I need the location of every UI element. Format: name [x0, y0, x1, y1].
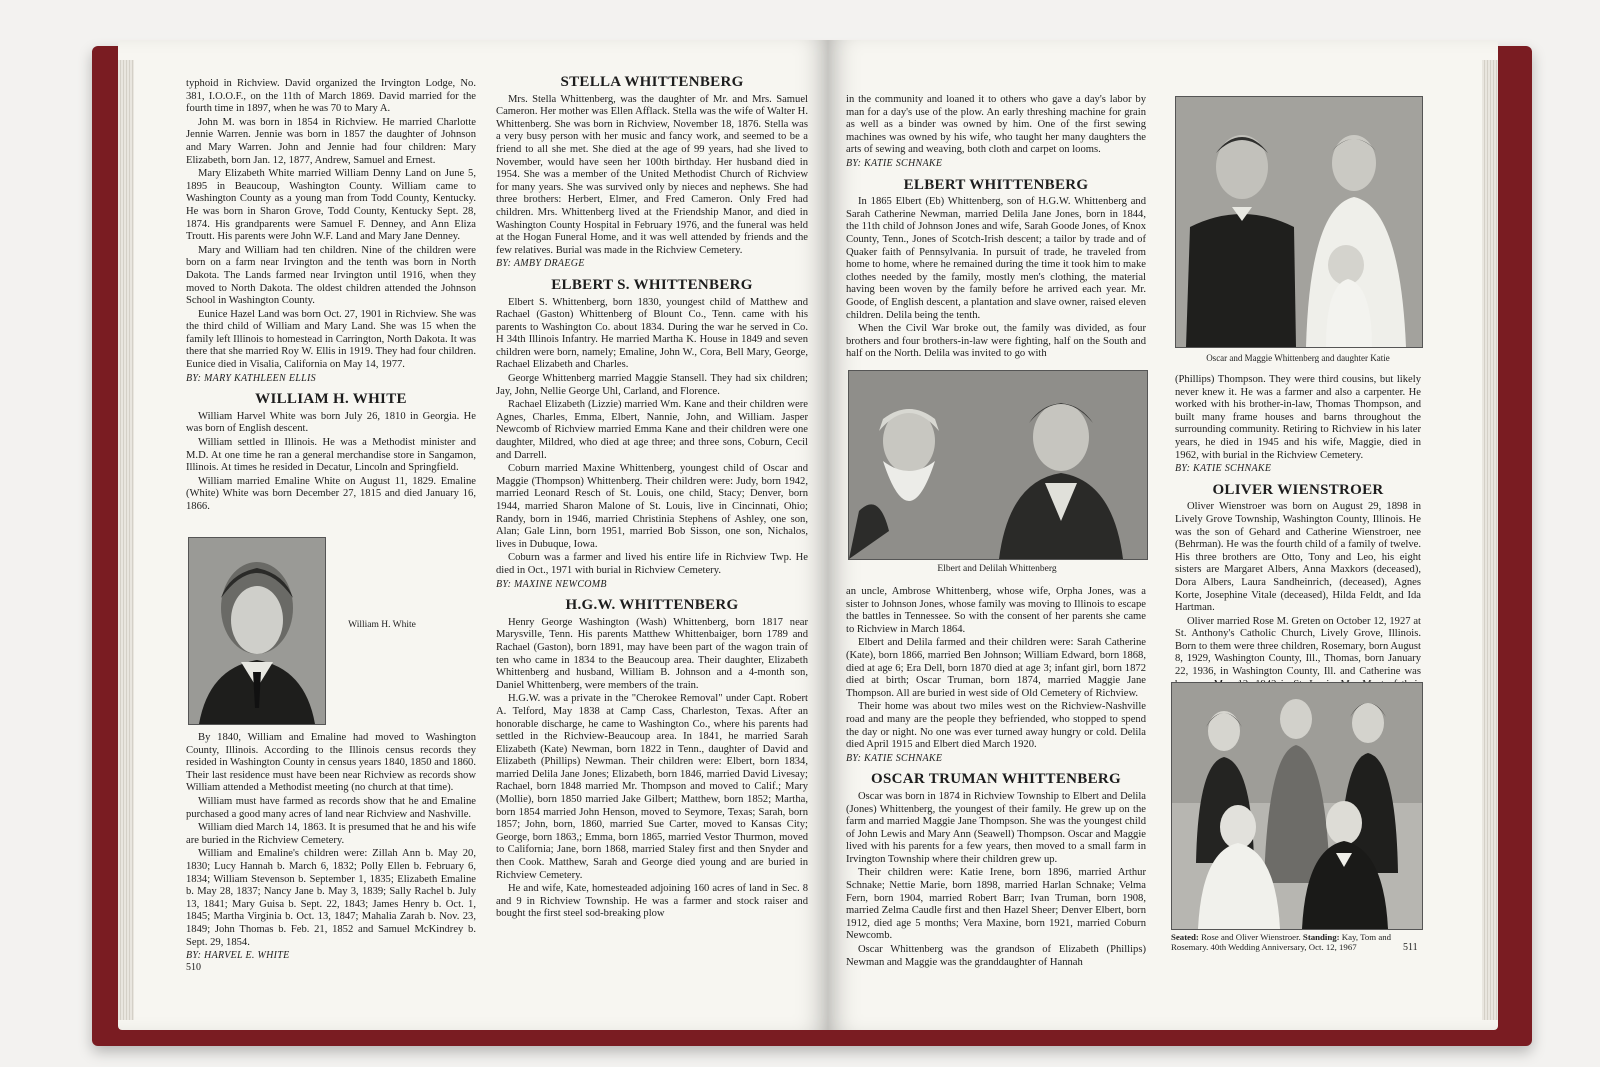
paragraph: Eunice Hazel Land was born Oct. 27, 1901 in Richview. She was the third child of William and Mary Land. She was 15 when the family left Illinois to homestead in Carrington, North Dakota. It was there that she married Roy W. Ellis in 1919. They had four children. Eunice died in Visalia, California on May 14, 1977.	[186, 308, 476, 371]
paragraph: William died March 14, 1863. It is presumed that he and his wife are buried in the Richview Cemetery.	[186, 822, 476, 846]
page-number: 510	[186, 962, 201, 973]
paragraph: Their home was about two miles west on the Richview-Nashville road and many are the people they befriended, who stopped to spend the day or night. No one was ever turned away hungry or cold. Delila died April 1915 and Elbert died March 1920.	[846, 701, 1146, 751]
paragraph: Their children were: Katie Irene, born 1896, married Arthur Schnake; Nettie Marie, born 1898, married Harlan Schnake; Velma Fern, born 1904, married Robert Barr; Ivan Truman, born 1908, married Zelma Caudle first and then Hazel Sheer; Denver Elbert, born 1912, died age 5 months; Vera Maxine, born 1921, married Coburn Newcomb.	[846, 867, 1146, 942]
portrait-illustration	[189, 538, 325, 724]
byline: BY: MAXINE NEWCOMB	[496, 578, 607, 590]
family-photo	[1175, 96, 1423, 348]
byline: BY: KATIE SCHNAKE	[846, 752, 943, 764]
portrait-caption: William H. White	[348, 620, 416, 630]
left-page-column-2	[496, 76, 808, 922]
paragraph: In 1865 Elbert (Eb) Whittenberg, son of H.G.W. Whittenberg and Sarah Catherine Newman, married Delila Jane Jones, born in 1844, the 11th child of Johnson Jones and wife, Sarah Goode Jones, of Knox County, Tenn., Jones of Scotch-Irish descent; a tailor by trade and of Quaker faith of Pennsylvania. In pursuit of trade, he traveled from home to home, where he remained during the time it took him to make clothes needed by the family, mostly men's clothing, the material having been woven by the family before he arrived each year. Mr. Goode, of English descent, a plantation and slave owner, raised eleven children. Delila being the tenth.	[846, 196, 1146, 321]
byline: BY: HARVEL E. WHITE	[186, 950, 290, 962]
paragraph: Mary and William had ten children. Nine of the children were born on a farm near Irvington and the tenth was born in North Dakota. The Lands farmed near Irvington until 1916, when they moved to North Dakota. The oldest children attended the Johnson School in Washington County.	[186, 244, 476, 307]
portrait-photo	[188, 537, 326, 725]
page-number: 511	[1403, 942, 1418, 953]
right-page-column-1-lower	[846, 586, 1146, 970]
byline: BY: MARY KATHLEEN ELLIS	[186, 372, 316, 384]
book-spread	[118, 40, 1518, 1040]
paragraph: Mrs. Stella Whittenberg, was the daughter of Mr. and Mrs. Samuel Cameron. Her mother was Ellen Afflack. Stella was the wife of Walter H. Whittenberg. She was born in Richview, November 18, 1876. Stella was a very busy person with her music and fancy work, and seemed to be a friend to all she met. She died at the age of 99 years, had she lived to November, would have seen her 100th birthday. Her husband died in 1954. She was a member of the United Methodist Church of Richview for many years. She was survived only by nieces and nephews. She had three brothers: Herbert, Elmer, and Fred Cameron. Only Fred had children. Mrs. Whittenberg lived at the Friendship Manor, and died in Washington County Hospital in February 1976, and the funeral was held at the Hogan Funeral Home, and it was well attended by friends and the few relatives. Burial was made in the Richview Cemetery.	[496, 93, 808, 256]
article-heading: ELBERT S. WHITTENBERG	[551, 276, 753, 293]
article-heading: OSCAR TRUMAN WHITTENBERG	[870, 771, 1122, 788]
caption-text-seated: Rose and Oliver Wienstroer.	[1201, 932, 1301, 942]
byline: BY: KATIE SCHNAKE	[1175, 463, 1272, 475]
article-heading: OLIVER WIENSTROER	[1212, 481, 1384, 498]
paragraph: William must have farmed as records show that he and Emaline purchased a good many acres of land near Richview and Nashville.	[186, 795, 476, 820]
paragraph: He and wife, Kate, homesteaded adjoining 160 acres of land in Sec. 8 and 9 in Richview Township. He was a farmer and stock raiser and bought the first steel sod-breaking plow	[496, 883, 808, 920]
left-page-column-1	[186, 78, 476, 515]
paragraph: William settled in Illinois. He was a Methodist minister and M.D. At one time he ran a general merchandise store in Sangamon, Illinois. At times he resided in Decatur, Lincoln and Springfield.	[186, 437, 476, 474]
couple-caption: Elbert and Delilah Whittenberg	[937, 564, 1057, 574]
caption-label-standing: Standing:	[1302, 932, 1340, 942]
paragraph: Coburn married Maxine Whittenberg, youngest child of Oscar and Maggie (Thompson) Whittenberg. Their children were: Judy, born 1942, married Leonard Resch of St. Louis, one child, Stacy; Denver, born 1944, married Sharon Malone of St. Louis, live in Cincinnati, Ohio; Randy, born in 1946, married Christinia Stephens of Ashley, one son, Alan; Gale Linn, born 1951, married Bob Sisson, one son, Nichalos, lives in Dubuque, Iowa.	[496, 463, 808, 550]
paragraph: William Harvel White was born July 26, 1810 in Georgia. He was born of English descent.	[186, 410, 476, 435]
paragraph: John M. was born in 1854 in Richview. He married Charlotte Jennie Warren. Jennie was born in 1857 the daughter of Johnson and Mary Warren. John and Jennie had four children: Mary Elizabeth, born Jan. 12, 1877, Andrew, Samuel and Ernest.	[186, 116, 476, 166]
left-page	[118, 40, 828, 1030]
paragraph: Mary Elizabeth White married William Denny Land on June 5, 1895 in Beaucoup, Washington County. William came to Washington County as a young man from Todd County, Kentucky. He was born in Sharon Grove, Todd County, Kentucky Sept. 28, 1874. His grandparents were Samuel F. Denney, and Ann Eliza Troutt. His parents were John W.F. Land and Mary Jane Denney.	[186, 168, 476, 243]
caption-label-seated: Seated:	[1171, 932, 1199, 942]
byline: BY: AMBY DRAEGE	[496, 258, 585, 270]
page-edges-right	[1482, 60, 1498, 1020]
article-heading: WILLIAM H. WHITE	[255, 391, 407, 408]
paragraph: (Phillips) Thompson. They were third cousins, but likely never knew it. He was a farmer and also a carpenter. He worked with his brother-in-law, Thomas Thompson, and built many frame houses and barns throughout the surrounding community. Retiring to Richview in his later years, he died in 1945 and his wife, Maggie, died in 1962, with burial in the Richview Cemetery.	[1175, 374, 1421, 461]
right-page-column-1	[846, 94, 1146, 362]
family-caption: Oscar and Maggie Whittenberg and daughter Katie	[1206, 353, 1390, 363]
paragraph: Elbert and Delila farmed and their children were: Sarah Catherine (Kate), born 1866, married Ben Johnson; William Edward, born 1868, died at age 6; Era Dell, born 1870 died at age 3; infant girl, born 1872 died at birth; Oscar Truman, born 1874, married Maggie Jane Thompson. All are buried in west side of Old Cemetery of Richview.	[846, 637, 1146, 699]
article-heading: STELLA WHITTENBERG	[560, 74, 744, 90]
caption-text-standing: Kay, Tom and Rosemary. 40th Wedding Anniversary, Oct. 12, 1967	[1171, 932, 1392, 952]
paragraph: William married Emaline White on August 11, 1829. Emaline (White) White was born December 27, 1815 and died January 16, 1866.	[186, 475, 476, 512]
paragraph: Oscar Whittenberg was the grandson of Elizabeth (Phillips) Newman and Maggie was the granddaughter of Hannah	[846, 944, 1146, 968]
anniversary-illustration	[1172, 683, 1422, 929]
left-page-column-1-lower	[186, 732, 476, 963]
paragraph: Rachael Elizabeth (Lizzie) married Wm. Kane and their children were Agnes, Charles, Emma, Elbert, Nannie, John, and William. Jasper Newcomb of Richview married Emma Kane and their children were one daughter, Mildred, who died at age three; and three sons, Coburn, Cecil and Darrell.	[496, 399, 808, 461]
paragraph: Oliver married Rose M. Greten on October 12, 1927 at St. Anthony's Catholic Church, Lively Grove, Illinois. Born to them were three children, Rosemary, born August 8, 1929, Washington County, Ill., Thomas, born January 22, 1936, in Washington County, Ill. and Catherine was	[1175, 615, 1421, 678]
paragraph: William and Emaline's children were: Zillah Ann b. May 20, 1830; Lucy Hannah b. March 6, 1832; Polly Ellen b. February 6, 1834; William Stevenson b. September 1, 1835; Elizabeth Emaline b. May 28, 1837; Nancy Jane b. May 3, 1839; Sally Rachel b. July 13, 1841; Mary Guisa b. Sept. 22, 1843; James Henry b. Oct. 1, 1845; Martha Virginia b. Oct. 13, 1847; Mahalia Zarah b. Nov. 23, 1849; John Thomas b. Feb. 21, 1852 and Samuel McKindrey b. Sept. 29, 1854.	[186, 848, 476, 948]
paragraph: Coburn was a farmer and lived his entire life in Richview Twp. He died in Oct., 1971 with burial in Richview Cemetery.	[496, 552, 808, 576]
paragraph: an uncle, Ambrose Whittenberg, whose wife, Orpha Jones, was a sister to Johnson Jones, whose family was moving to Illinois to escape the battles in Tennessee. So with the consent of her parents she came to Richview in March 1864.	[846, 586, 1146, 635]
anniversary-photo	[1171, 682, 1423, 930]
page-edges-left	[118, 60, 134, 1020]
paragraph: When the Civil War broke out, the family was divided, as four brothers and four brothers-in-law were fighting, half on the South and half on the North. Delila was invited to go with	[846, 323, 1146, 360]
paragraph: Henry George Washington (Wash) Whittenberg, born 1817 near Marysville, Tenn. His parents Matthew Whittenbaiger, born 1789 and Rachael (Gaston), born 1891, may have been part of the wagon train of ten who came in 1834 to the Beaucoup area. Their daughter, Elizabeth Whittenberg and husband, William B. Johnson and a 4-month son, Daniel Whittenberg, were members of the train.	[496, 616, 808, 691]
paragraph: Oliver Wienstroer was born on August 29, 1898 in Lively Grove Township, Washington County, Illinois. He was the son of Gehard and Catherine Wienstroer, nee (Behrman). He was the fourth child of a family of twelve. His three brothers are Otto, Tony and Leo, his eight sisters are Margaret Albers, Anna Maxkors (deceased), Dora Albers, Laura Sandheinrich, (deceased), Agnes Korte, Josephine Vitale (deceased), Hilda Feldt, and Ida Hartman.	[1175, 501, 1421, 614]
right-page	[828, 40, 1498, 1030]
article-heading: H.G.W. WHITTENBERG	[565, 597, 739, 614]
article-heading: ELBERT WHITTENBERG	[903, 176, 1089, 193]
family-illustration	[1176, 97, 1422, 347]
paragraph: Oscar was born in 1874 in Richview Township to Elbert and Delila (Jones) Whittenberg, the youngest of their family. He grew up on the farm and married Maggie Jane Thompson. She was the youngest child of John Lewis and Mary Ann (Seawell) Thompson. Oscar and Maggie lived with his parents for a few years, then moved to a small farm in Irvington Township where their children grew up.	[846, 790, 1146, 865]
paragraph: H.G.W. was a private in the "Cherokee Removal" under Capt. Robert A. Telford, May 1838 at Camp Cass, Charleston, Texas. After an honorable discharge, he came to Washington Co., where his parents had settled in the Richview-Beaucoup area. In 1841, he married Sarah Elizabeth (Kate) Newman, born 1822 in Tenn., daughter of David and Elizabeth (Phillips) Newman. Their children were: Elbert, born 1834, married Delila Jane Jones; Elizabeth, born 1846, married David Livesay; Rachael, born 1848 married Mr. Thompson and moved to Calif.; Mary (Mollie), born 1850 married Jake Gilbert; Matthew, born 1852; Martha, born 1854 married John Henson, moved to Seymore, Texas; Sarah, born 1857; John, born, 1860, married Sue Carter, moved to Kansas City; George, born 1863,; Emma, born 1865, married Vestor Thurmon, moved to California; Jane, born 1868, married Staley first and then Snyder and then Cook. Matthew, Sarah and George died young and are buried in Richview Cemetery.	[496, 693, 808, 881]
paragraph: George Whittenberg married Maggie Stansell. They had six children; Jay, John, Nellie George Uhl, Carland, and Florence.	[496, 373, 808, 397]
byline: BY: KATIE SCHNAKE	[846, 157, 943, 169]
couple-photo	[848, 370, 1148, 560]
couple-illustration	[849, 371, 1147, 559]
article-continued-text	[186, 78, 476, 385]
paragraph: in the community and loaned it to others who gave a day's labor by man for a day's use of the plow. An early threshing machine for grain as well as a binder was owned by him. One of the first sewing machines was owned by his wife, who taught her many daughters the arts of sewing and weaving, both cloth and carpet on looms.	[846, 94, 1146, 156]
paragraph: typhoid in Richview. David organized the Irvington Lodge, No. 381, I.O.O.F., on the 11th of March 1869. David married for the fourth time in 1897, when he was 70 to Mary A.	[186, 78, 476, 115]
anniversary-caption	[1171, 932, 1393, 952]
paragraph: By 1840, William and Emaline had moved to Washington County, Illinois. According to the Illinois census records they resided in Washington County in census years 1840, 1850 and 1860. Their last residence must have been near Richview as records show William attended a Methodist meeting (no church at that time).	[186, 732, 476, 794]
paragraph: Elbert S. Whittenberg, born 1830, youngest child of Matthew and Rachael (Gaston) Whittenberg of Blount Co., Tenn. came with his parents to Washington Co. about 1834. During the war he served in Co. H 34th Illinois Infantry. He married Martha K. House in 1849 and seven children were born, namely; Emaline, John W., Cora, Bell Mary, George, Rachael Elizabeth and Charles.	[496, 296, 808, 371]
